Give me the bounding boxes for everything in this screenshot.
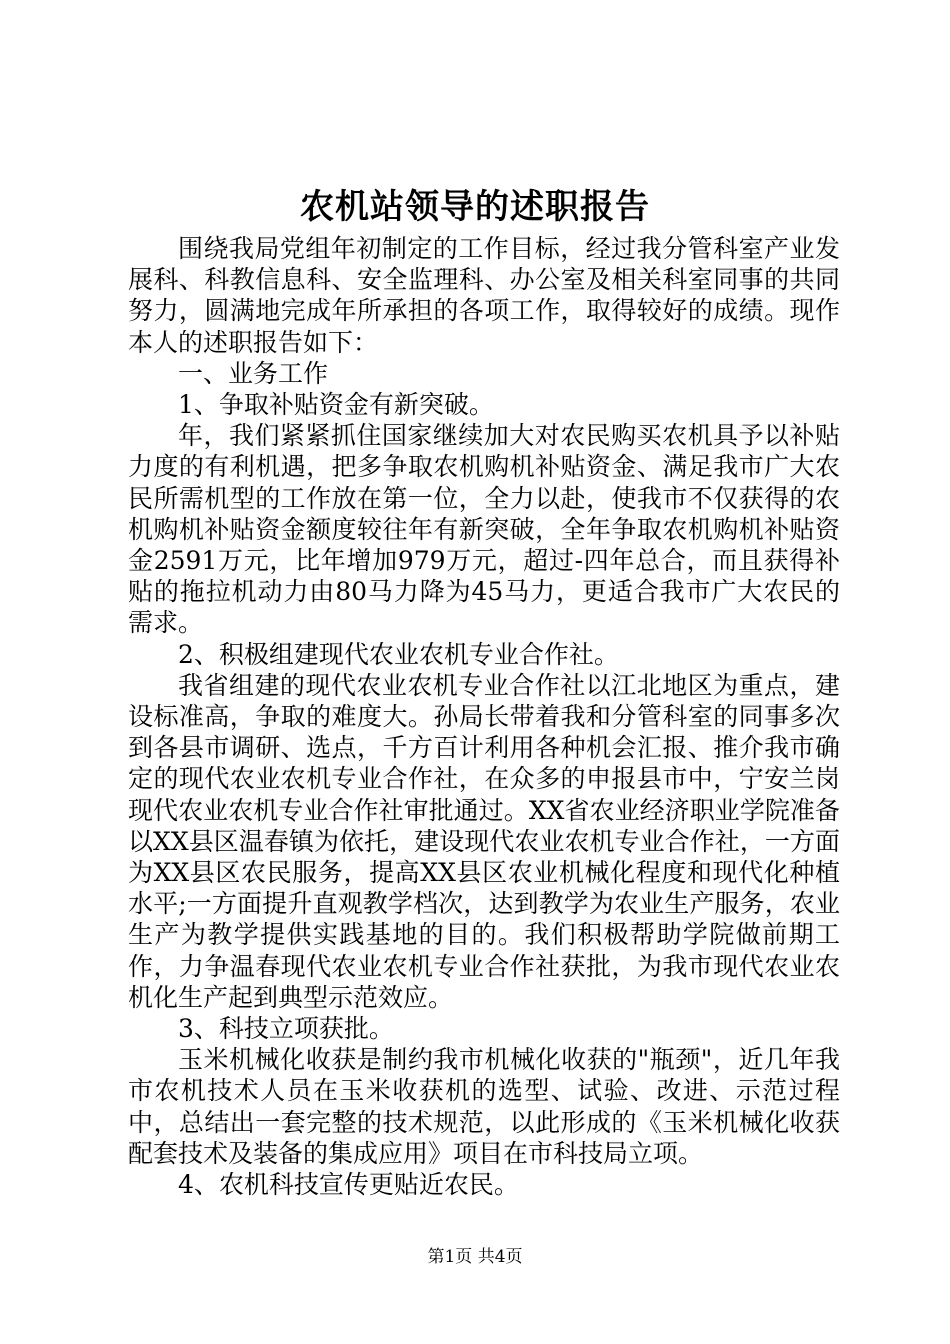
paragraph-tech-project: 玉米机械化收获是制约我市机械化收获的"瓶颈"，近几年我市农机技术人员在玉米收获机的选型、试验、改进、示范过程中，总结出一套完整的技术规范，以此形成的《玉米机械化收获配套技术及装备的集成应用》项目在市科技局立项。 <box>128 1045 840 1168</box>
subheading-tech-project: 3、科技立项获批。 <box>178 1014 394 1044</box>
subheading-subsidy-funds: 1、争取补贴资金有新突破。 <box>178 390 494 420</box>
document-body <box>128 233 840 1200</box>
paragraph-subsidy-funds: 年，我们紧紧抓住国家继续加大对农民购买农机具予以补贴力度的有利机遇，把多争取农机购机补贴资金、满足我市广大农民所需机型的工作放在第一位，全力以赴，使我市不仅获得的农机购机补贴资金额度较往年有新突破，全年争取农机购机补贴资金2591万元，比年增加979万元，超过-四年总合，而且获得补贴的拖拉机动力由80马力降为45马力，更适合我市广大农民的需求。 <box>128 421 840 638</box>
paragraph-cooperatives: 我省组建的现代农业农机专业合作社以江北地区为重点，建设标准高，争取的难度大。孙局长带着我和分管科室的同事多次到各县市调研、选点，千方百计利用各种机会汇报、推介我市确定的现代农业农机专业合作社，在众多的申报县市中，宁安兰岗现代农业农机专业合作社审批通过。XX省农业经济职业学院准备以XX县区温春镇为依托，建设现代农业农机专业合作社，一方面为XX县区农民服务，提高XX县区农业机械化程度和现代化种植水平;一方面提升直观教学档次，达到教学为农业生产服务，农业生产为教学提供实践基地的目的。我们积极帮助学院做前期工作，力争温春现代农业农机专业合作社获批，为我市现代农业农机化生产起到典型示范效应。 <box>128 670 840 1012</box>
page-footer: 第1页 共4页 <box>427 1247 523 1267</box>
subheading-cooperatives: 2、积极组建现代农业农机专业合作社。 <box>178 639 619 669</box>
document-title: 农机站领导的述职报告 <box>300 187 650 227</box>
subheading-tech-publicity: 4、农机科技宣传更贴近农民。 <box>178 1170 519 1200</box>
paragraph-intro: 围绕我局党组年初制定的工作目标，经过我分管科室产业发展科、科教信息科、安全监理科、办公室及相关科室同事的共同努力，圆满地完成年所承担的各项工作，取得较好的成绩。现作本人的述职报告如下： <box>128 234 840 357</box>
section-heading-business-work: 一、业务工作 <box>178 358 329 388</box>
